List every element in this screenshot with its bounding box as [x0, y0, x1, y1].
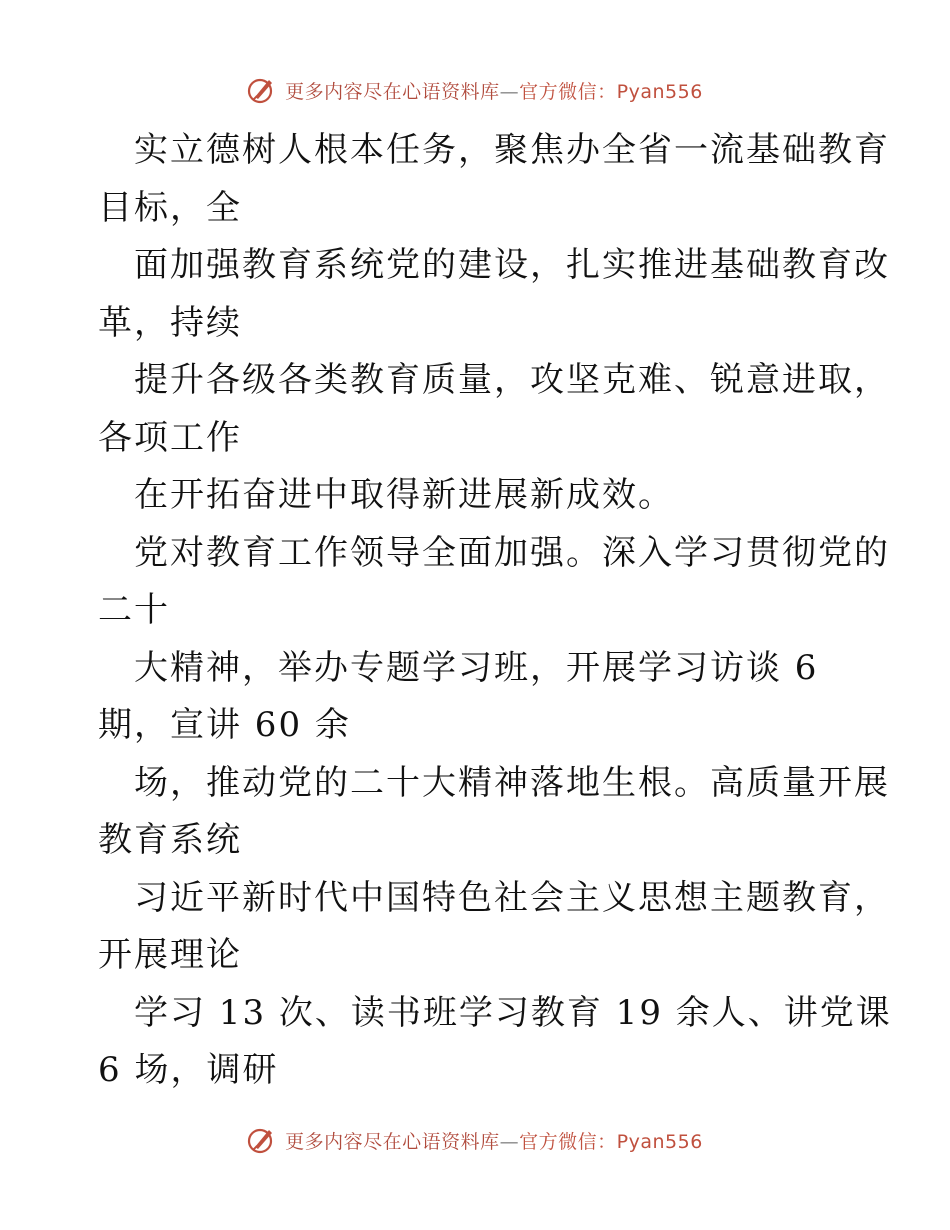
watermark-title: 更多内容尽在心语资料库 [285, 1130, 500, 1153]
text-line: 实立德树人根本任务，聚焦办全省一流基础教育 [134, 130, 890, 170]
text-line: 场，推动党的二十大精神落地生根。高质量开展 [134, 762, 890, 803]
document-body [98, 122, 892, 1100]
text-line: 学习 13 次、读书班学习教育 19 余人、讲党课 [134, 992, 892, 1033]
feather-logo-icon [247, 1125, 277, 1155]
watermark-contact: 官方微信：Pyan556 [519, 1130, 703, 1153]
watermark-text [285, 77, 703, 104]
text-line: 教育系统 [98, 820, 242, 860]
watermark-text [285, 1127, 703, 1154]
watermark-header [0, 68, 950, 112]
text-line: 革，持续 [98, 302, 242, 343]
text-line: 面加强教育系统党的建设，扎实推进基础教育改 [134, 245, 890, 285]
text-line: 二十 [98, 590, 170, 630]
text-line: 大精神，举办专题学习班，开展学习访谈 6 [134, 647, 819, 688]
text-line: 提升各级各类教育质量，攻坚克难、锐意进取， [134, 360, 890, 400]
watermark-contact: 官方微信：Pyan556 [519, 80, 703, 103]
text-line: 目标，全 [98, 187, 242, 228]
watermark-separator: — [499, 80, 520, 103]
feather-logo-icon [247, 75, 277, 105]
text-line: 6 场，调研 [98, 1050, 279, 1090]
text-line: 党对教育工作领导全面加强。深入学习贯彻党的 [134, 532, 890, 573]
watermark-footer [0, 1118, 950, 1162]
text-line: 期，宣讲 60 余 [98, 705, 351, 745]
watermark-title: 更多内容尽在心语资料库 [285, 80, 500, 103]
text-line: 习近平新时代中国特色社会主义思想主题教育， [134, 877, 890, 918]
watermark-separator: — [499, 1130, 520, 1153]
text-line: 在开拓奋进中取得新进展新成效。 [134, 475, 674, 515]
text-line: 各项工作 [98, 417, 242, 458]
text-line: 开展理论 [98, 935, 242, 975]
